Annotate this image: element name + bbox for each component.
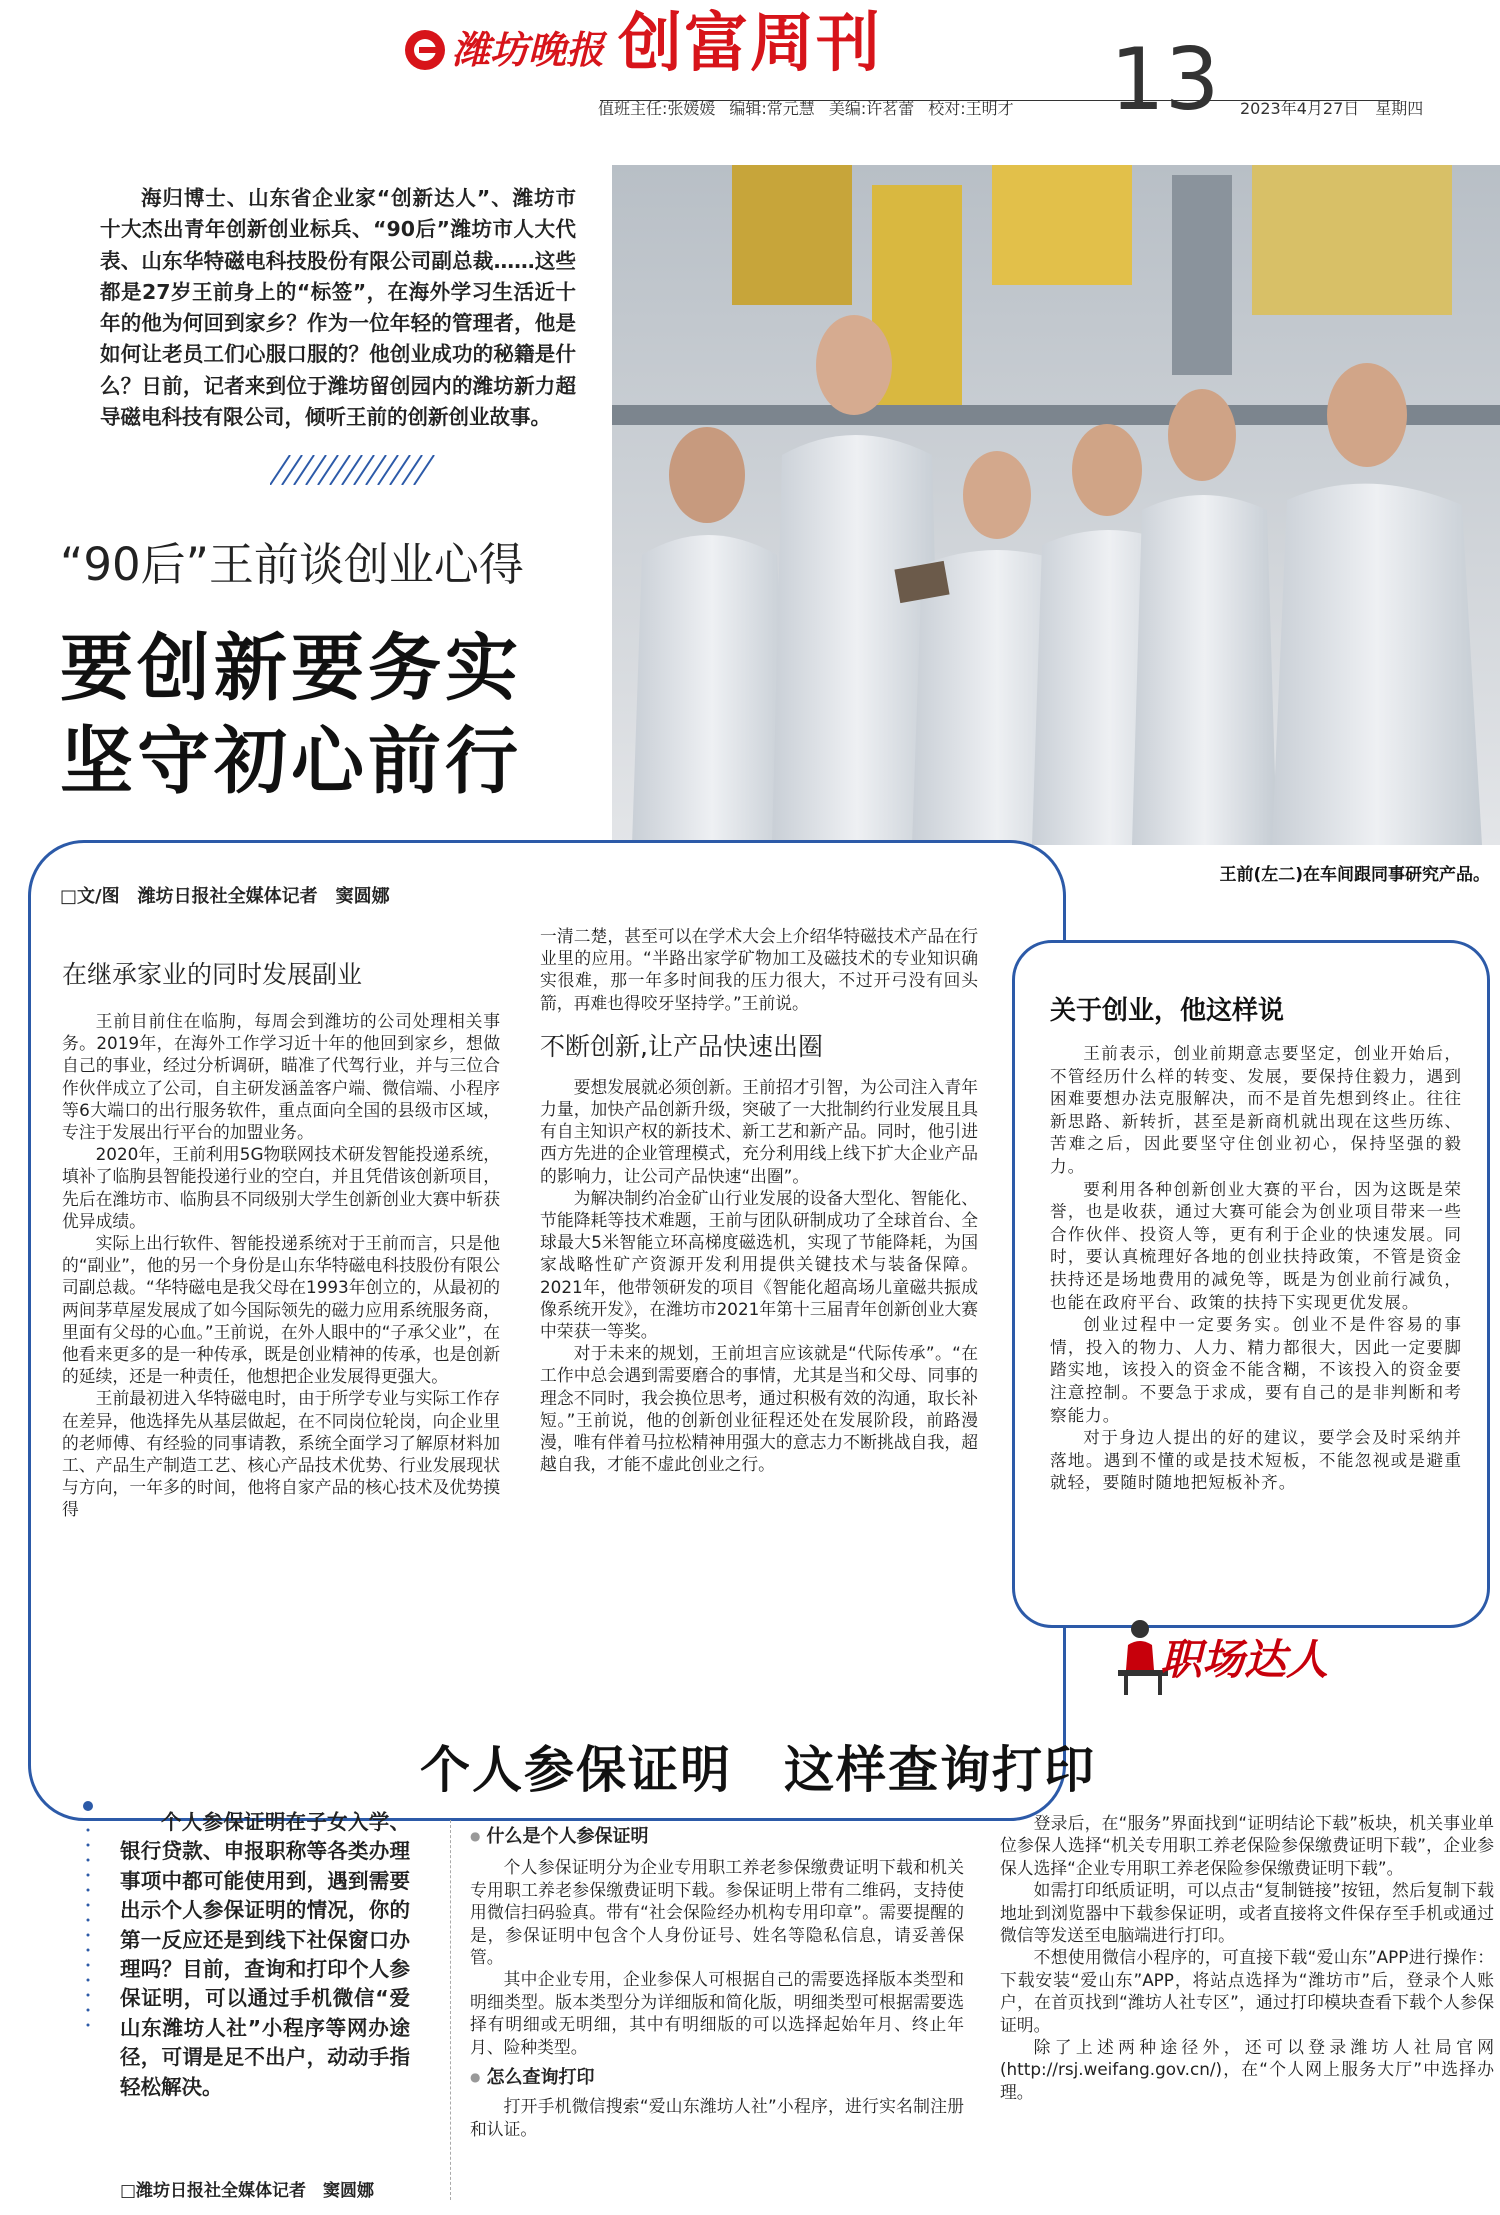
newspaper-logo-icon bbox=[405, 30, 445, 70]
credit-editor: 编辑:常元慧 bbox=[729, 99, 815, 118]
paragraph: 王前目前住在临朐，每周会到潍坊的公司处理相关事务。2019年，在海外工作学习近十年的他回到家乡，想做自己的事业，经过分析调研，瞄准了代驾行业，并与三位合作伙伴成立了公司，自主研发涵盖客户端、微信端、小程序等6大端口的出行服务软件，重点面向全国的县级市区域，专注于发展出行平台的加盟业务。 bbox=[62, 1011, 500, 1143]
section-heading-2: 不断创新,让产品快速出圈 bbox=[540, 1031, 823, 1061]
decorative-dots bbox=[82, 1800, 94, 2040]
article-subtitle: “90后”王前谈创业心得 bbox=[60, 538, 524, 591]
column-name: 职场达人 bbox=[1160, 1635, 1329, 1684]
headline-line-1: 要创新要务实 bbox=[60, 625, 522, 711]
credit-duty-editor: 值班主任:张媛媛 bbox=[598, 99, 716, 118]
article2-heading-2: ● 怎么查询打印 bbox=[470, 2066, 964, 2089]
article2-headline: 个人参保证明 这样查询打印 bbox=[420, 1740, 1096, 1799]
page-number: 13 bbox=[1110, 30, 1220, 130]
article2-column-1 bbox=[470, 1826, 964, 2140]
paragraph: 个人参保证明分为企业专用职工养老参保缴费证明下载和机关专用职工养老参保缴费证明下载。参保证明上带有二维码，支持使用微信扫码验真。带有“社会保险经办机构专用印章”。需要提醒的是，参保证明中包含个人身份证号、姓名等隐私信息，请妥善保管。 bbox=[470, 1857, 964, 1968]
article2-heading-1: ● 什么是个人参保证明 bbox=[470, 1825, 964, 1848]
newspaper-name: 潍坊晚报 bbox=[452, 27, 605, 72]
paragraph: 王前最初进入华特磁电时，由于所学专业与实际工作存在差异，他选择先从基层做起，在不同岗位轮岗，向企业里的老师傅、有经验的同事请教，系统全面学习了解原材料加工、产品生产制造工艺、核心产品技术优势、行业发展现状与方向，一年多的时间，他将自家产品的核心技术及优势摸得 bbox=[62, 1388, 500, 1520]
sidebar-text bbox=[1050, 1043, 1462, 1495]
paragraph: 除了上述两种途径外，还可以登录潍坊人社局官网(http://rsj.weifang.gov.cn/)，在“个人网上服务大厅”中选择办理。 bbox=[1000, 2037, 1494, 2102]
paragraph: 为解决制约冶金矿山行业发展的设备大型化、智能化、节能降耗等技术难题，王前与团队研制成功了全球首台、全球最大5米智能立环高梯度磁选机，实现了节能降耗，为国家战略性矿产资源开发利用提供关键技术与装备保障。2021年，他带领研发的项目《智能化超高场儿童磁共振成像系统开发》，在潍坊市2021年第十三届青年创新创业大赛中荣获一等奖。 bbox=[540, 1187, 978, 1342]
paragraph: 登录后，在“服务”界面找到“证明结论下载”板块，机关事业单位参保人选择“机关专用职工养老保险参保缴费证明下载”，企业参保人选择“企业专用职工养老保险参保缴费证明下载”。 bbox=[1000, 1813, 1494, 1878]
sidebar-paragraph: 对于身边人提出的好的建议，要学会及时采纳并落地。遇到不懂的或是技术短板，不能忽视或是避重就轻，要随时随地把短板补齐。 bbox=[1050, 1428, 1462, 1493]
credit-proofreader: 校对:王明才 bbox=[928, 99, 1014, 118]
sidebar-paragraph: 王前表示，创业前期意志要坚定，创业开始后，不管经历什么样的转变、发展，要保持住毅力，遇到困难要想办法克服解决，而不是首先想到终止。往往新思路、新转折，甚至是新商机就出现在这些历练、苦难之后，因此要坚守住创业初心，保持坚强的毅力。 bbox=[1050, 1044, 1462, 1176]
paragraph: 不想使用微信小程序的，可直接下载“爱山东”APP进行操作：下载安装“爱山东”APP，将站点选择为“潍坊市”后，登录个人账户，在首页找到“潍坊人社专区”，通过打印模块查看下载个人参保证明。 bbox=[1000, 1947, 1494, 2035]
section-title: 创富周刊 bbox=[618, 6, 882, 81]
article2-intro: 个人参保证明在子女入学、银行贷款、申报职称等各类办理事项中都可能使用到，遇到需要出示个人参保证明的情况，你的第一反应还是到线下社保窗口办理吗？目前，查询和打印个人参保证明，可以通过手机微信“爱山东潍坊人社”小程序等网办途径，可谓是足不出户，动动手指轻松解决。 bbox=[120, 1810, 410, 2099]
section-heading-1: 在继承家业的同时发展副业 bbox=[62, 960, 363, 989]
factory-workers-photo bbox=[612, 165, 1500, 845]
sidebar-paragraph: 创业过程中一定要务实。创业不是件容易的事情，投入的物力、人力、精力都很大，因此一定要脚踏实地，该投入的资金不能含糊，不该投入的资金要注意控制。不要急于求成，要有自己的是非判断和考察能力。 bbox=[1050, 1315, 1462, 1425]
editorial-credits bbox=[598, 96, 1098, 119]
paragraph: 对于未来的规划，王前坦言应该就是“代际传承”。“在工作中总会遇到需要磨合的事情，尤其是当和父母、同事的理念不同时，我会换位思考，通过积极有效的沟通，取长补短。”王前说，他的创新创业征程还处在发展阶段，前路漫漫，唯有伴着马拉松精神用强大的意志力不断挑战自我，超越自我，才能不虚此创业之行。 bbox=[540, 1343, 978, 1475]
sidebar-paragraph: 要利用各种创新创业大赛的平台，因为这既是荣誉，也是收获，通过大赛可能会为创业项目带来一些合作伙伴、投资人等，更有利于企业的快速发展。同时，要认真梳理好各地的创业扶持政策，不管是资金扶持还是场地费用的减免等，既是为创业前行减负，也能在政府平台、政策的扶持下实现更优发展。 bbox=[1050, 1179, 1462, 1312]
paragraph: 如需打印纸质证明，可以点击“复制链接”按钮，然后复制下载地址到浏览器中下载参保证明，或者直接将文件保存至手机或通过微信等发送至电脑端进行打印。 bbox=[1000, 1880, 1494, 1946]
paragraph: 打开手机微信搜索“爱山东潍坊人社”小程序，进行实名制注册和认证。 bbox=[470, 2096, 964, 2139]
paragraph: 一清二楚，甚至可以在学术大会上介绍华特磁技术产品在行业里的应用。“半路出家学矿物加工及磁技术的专业知识确实很难，那一年多时间我的压力很大，不过开弓没有回头箭，再难也得咬牙坚持学。”王前说。 bbox=[540, 926, 978, 1013]
paragraph: 2020年，王前利用5G物联网技术研发智能投递系统，填补了临朐县智能投递行业的空白，并且凭借该创新项目，先后在潍坊市、临朐县不同级别大学生创新创业大赛中斩获优异成绩。 bbox=[62, 1144, 500, 1231]
article-intro: 海归博士、山东省企业家“创新达人”、潍坊市十大杰出青年创新创业标兵、“90后”潍坊市人大代表、山东华特磁电科技股份有限公司副总裁……这些都是27岁王前身上的“标签”，在海外学习生活近十年的他为何回到家乡？作为一位年轻的管理者，他是如何让老员工们心服口服的？他创业成功的秘籍是什么？日前，记者来到位于潍坊留创园内的潍坊新力超导磁电科技有限公司，倾听王前的创新创业故事。 bbox=[100, 186, 576, 430]
article-column-1 bbox=[62, 960, 500, 1521]
article-photo bbox=[612, 165, 1500, 845]
article2-column-2 bbox=[1000, 1813, 1494, 2103]
paragraph: 实际上出行软件、智能投递系统对于王前而言，只是他的“副业”，他的另一个身份是山东华特磁电科技股份有限公司副总裁。“华特磁电是我父母在1993年创立的，从最初的两间茅草屋发展成了如今国际领先的磁力应用系统服务商，里面有父母的心血。”王前说，在外人眼中的“子承父业”，在他看来更多的是一种传承，既是创业精神的传承，也是创新的延续，还是一种责任，他想把企业发展得更强大。 bbox=[62, 1233, 500, 1387]
sidebar-title: 关于创业，他这样说 bbox=[1050, 996, 1285, 1026]
column-divider bbox=[450, 1820, 452, 2200]
issue-date: 2023年4月27日 星期四 bbox=[1240, 99, 1424, 118]
article2-byline: □潍坊日报社全媒体记者 窦圆娜 bbox=[120, 2181, 375, 2201]
headline-line-2: 坚守初心前行 bbox=[60, 718, 522, 804]
article-column-2 bbox=[540, 925, 978, 1475]
article-byline: □文/图 潍坊日报社全媒体记者 窦圆娜 bbox=[60, 886, 390, 907]
paragraph: 要想发展就必须创新。王前招才引智，为公司注入青年力量，加快产品创新升级，突破了一大批制约行业发展且具有自主知识产权的新技术、新工艺和新产品。同时，他引进西方先进的企业管理模式，充分利用线上线下扩大企业产品的影响力，让公司产品快速“出圈”。 bbox=[540, 1076, 978, 1186]
photo-caption: 王前(左二)在车间跟同事研究产品。 bbox=[1219, 865, 1490, 885]
paragraph: 其中企业专用，企业参保人可根据自己的需要选择版本类型和明细类型。版本类型分为详细版和简化版，明细类型可根据需要选择有明细或无明细，其中有明细版的可以选择起始年月、终止年月、险种类型。 bbox=[470, 1969, 964, 2057]
article-headline bbox=[60, 622, 620, 808]
credit-designer: 美编:许茗蕾 bbox=[828, 99, 915, 118]
decorative-stripes bbox=[270, 455, 440, 485]
